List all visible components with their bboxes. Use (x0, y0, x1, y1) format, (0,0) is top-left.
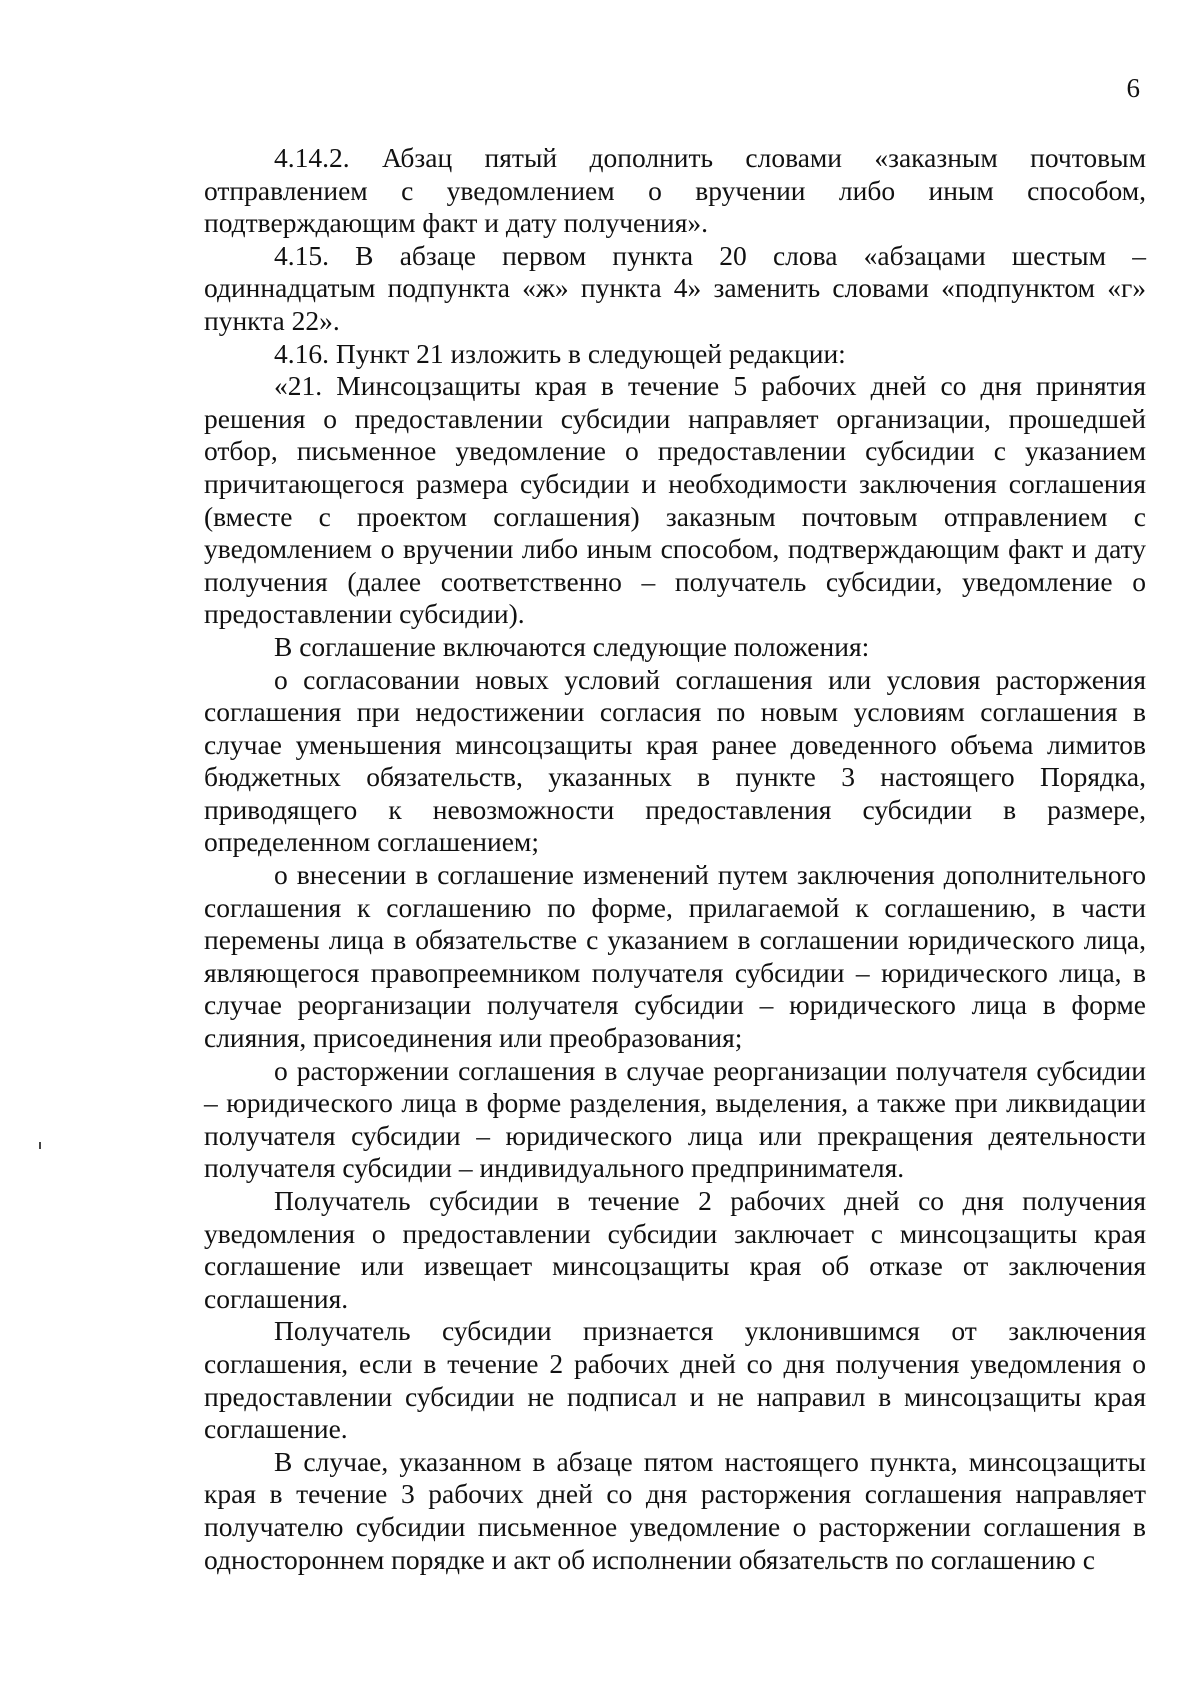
paragraph-termination: о расторжении соглашения в случае реорганизации получателя субсидии – юридического лица в форме разделения, выделения, а также при ликвидации получателя субсидии – юридического лица или прекращения деятельности получателя субсидии – индивидуального предпринимателя. (204, 1054, 1146, 1184)
paragraph-amendments: о внесении в соглашение изменений путем заключения дополнительного соглашения к соглашению по форме, прилагаемой к соглашению, в части перемены лица в обязательстве с указанием в соглашении юридического лица, являющегося правопреемником получателя субсидии – юридического лица, в случае реорганизации получателя субсидии – юридического лица в форме слияния, присоединения или преобразования; (204, 859, 1146, 1054)
scan-speck (39, 1142, 41, 1149)
paragraph-recipient-evades: Получатель субсидии признается уклонившимся от заключения соглашения, если в течение 2 рабочих дней со дня получения уведомления о предоставлении субсидии не подписал и не направил в минсоцзащиты края соглашение. (204, 1315, 1146, 1445)
page-number: 6 (1126, 73, 1140, 103)
paragraph-case-fifth: В случае, указанном в абзаце пятом настоящего пункта, минсоцзащиты края в течение 3 рабочих дней со дня расторжения соглашения направляет получателю субсидии письменное уведомление о расторжении соглашения в одностороннем порядке и акт об исполнении обязательств по соглашению с (204, 1445, 1146, 1575)
paragraph-4-14-2: 4.14.2. Абзац пятый дополнить словами «заказным почтовым отправлением с уведомлением о вручении либо иным способом, подтверждающим факт и дату получения». (204, 142, 1146, 239)
paragraph-recipient-concludes: Получатель субсидии в течение 2 рабочих дней со дня получения уведомления о предоставлении субсидии заключает с минсоцзащиты края соглашение или извещает минсоцзащиты края об отказе от заключения соглашения. (204, 1185, 1146, 1314)
document-body (204, 142, 1146, 1576)
paragraph-new-conditions: о согласовании новых условий соглашения или условия расторжения соглашения при недостижении согласия по новым условиям соглашения в случае уменьшения минсоцзащиты края ранее доведенного объема лимитов бюджетных обязательств, указанных в пункте 3 настоящего Порядка, приводящего к невозможности предоставления субсидии в размере, определенном соглашением; (204, 663, 1146, 858)
paragraph-4-15: 4.15. В абзаце первом пункта 20 слова «абзацами шестым – одиннадцатым подпункта «ж» пункта 4» заменить словами «подпунктом «г» пункта 22». (204, 239, 1146, 336)
paragraph-clause-21: «21. Минсоцзащиты края в течение 5 рабочих дней со дня принятия решения о предоставлении субсидии направляет организации, прошедшей отбор, письменное уведомление о предоставлении субсидии с указанием причитающегося размера субсидии и необходимости заключения соглашения (вместе с проектом соглашения) заказным почтовым отправлением с уведомлением о вручении либо иным способом, подтверждающим факт и дату получения (далее соответственно – получатель субсидии, уведомление о предоставлении субсидии). (204, 370, 1146, 630)
paragraph-agreement-provisions: В соглашение включаются следующие положения: (274, 630, 870, 662)
paragraph-4-16: 4.16. Пункт 21 изложить в следующей редакции: (274, 337, 846, 369)
